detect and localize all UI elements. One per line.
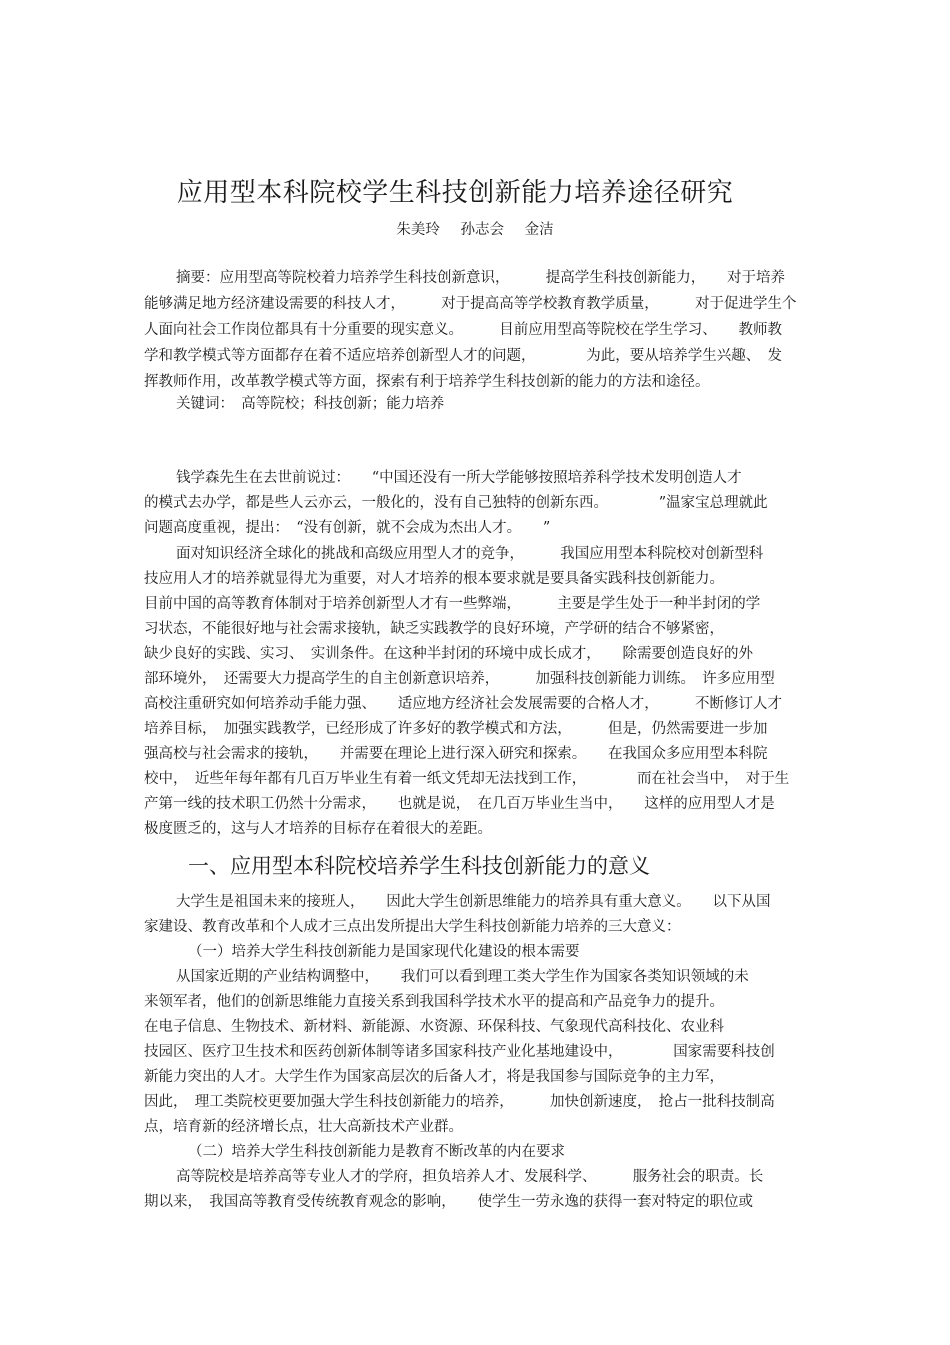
abstract-line: 能够满足地方经济建设需要的科技人才， 对于提高高等学校教育教学质量， 对于促进学生个 <box>144 296 797 312</box>
subsection-heading: （二）培养大学生科技创新能力是教育不断改革的内在要求 <box>188 1144 565 1160</box>
body-line: 点，培育新的经济增长点，壮大高新技术产业群。 <box>144 1119 463 1135</box>
body-line: 大学生是祖国未来的接班人， 因此大学生创新思维能力的培养具有重大意义。 以下从国 <box>176 894 771 910</box>
body-line: 高校注重研究如何培养动手能力强、 适应地方经济社会发展需要的合格人才， 不断修订人才 <box>144 696 782 712</box>
body-line: 新能力突出的人才。大学生作为国家高层次的后备人才，将是我国参与国际竞争的主力军， <box>144 1069 724 1085</box>
body-line: 技园区、医疗卫生技术和医药创新体制等诸多国家科技产业化基地建设中， 国家需要科技创 <box>144 1044 775 1060</box>
subsection-heading: （一）培养大学生科技创新能力是国家现代化建设的根本需要 <box>188 944 580 960</box>
body-line: 期以来， 我国高等教育受传统教育观念的影响， 使学生一劳永逸的获得一套对特定的职位或 <box>144 1194 753 1210</box>
body-line: 极度匮乏的，这与人才培养的目标存在着很大的差距。 <box>144 821 492 837</box>
abstract-line: 人面向社会工作岗位都具有十分重要的现实意义。 目前应用型高等院校在学生学习、 教师教 <box>144 322 782 338</box>
body-line: 面对知识经济全球化的挑战和高级应用型人才的竞争， 我国应用型本科院校对创新型科 <box>176 546 764 562</box>
body-line: 强高校与社会需求的接轨， 并需要在理论上进行深入研究和探索。 在我国众多应用型本科院 <box>144 746 768 762</box>
keywords-line: 关键词： 高等院校；科技创新；能力培养 <box>176 396 445 412</box>
body-line: 问题高度重视，提出： “没有创新，就不会成为杰出人才。 ” <box>144 520 551 536</box>
author-name: 孙志会 <box>460 222 504 238</box>
body-line: 钱学森先生在去世前说过： “中国还没有一所大学能够按照培养科学技术发明创造人才 <box>176 470 742 486</box>
paper-title: 应用型本科院校学生科技创新能力培养途径研究 <box>176 178 734 208</box>
section-heading: 一、应用型本科院校培养学生科技创新能力的意义 <box>188 854 650 878</box>
body-line: 目前中国的高等教育体制对于培养创新型人才有一些弊端， 主要是学生处于一种半封闭的学 <box>144 596 761 612</box>
body-line: 因此， 理工类院校更要加强大学生科技创新能力的培养， 加快创新速度， 抢占一批科技制高 <box>144 1094 775 1110</box>
body-line: 技应用人才的培养就显得尤为重要，对人才培养的根本要求就是要具备实践科技创新能力。 <box>144 571 724 587</box>
body-line: 家建设、教育改革和个人成才三点出发所提出大学生科技创新能力培养的三大意义： <box>144 919 681 935</box>
body-line: 培养目标， 加强实践教学，已经形成了许多好的教学模式和方法， 但是，仍然需要进一步加 <box>144 721 768 737</box>
body-line: 产第一线的技术职工仍然十分需求， 也就是说， 在几百万毕业生当中， 这样的应用型人才是 <box>144 796 775 812</box>
abstract-line: 摘要：应用型高等院校着力培养学生科技创新意识， 提高学生科技创新能力， 对于培养 <box>176 270 785 286</box>
author-name: 朱美玲 <box>396 222 440 238</box>
body-line: 校中， 近些年每年都有几百万毕业生有着一纸文凭却无法找到工作， 而在社会当中， 对于生 <box>144 771 790 787</box>
body-line: 来领军者，他们的创新思维能力直接关系到我国科学技术水平的提高和产品竞争力的提升。 <box>144 994 724 1010</box>
body-line: 从国家近期的产业结构调整中， 我们可以看到理工类大学生作为国家各类知识领域的未 <box>176 969 749 985</box>
body-line: 的模式去办学，都是些人云亦云，一般化的，没有自己独特的创新东西。 ”温家宝总理就此 <box>144 495 768 511</box>
author-list <box>0 218 950 239</box>
author-name: 金洁 <box>524 222 554 238</box>
body-line: 缺少良好的实践、实习、 实训条件。在这种半封闭的环境中成长成才， 除需要创造良好的外 <box>144 646 753 662</box>
body-line: 高等院校是培养高等专业人才的学府，担负培养人才、发展科学、 服务社会的职责。长 <box>176 1169 764 1185</box>
body-line: 部环境外， 还需要大力提高学生的自主创新意识培养， 加强科技创新能力训练。 许多应用型 <box>144 671 775 687</box>
body-line: 在电子信息、生物技术、新材料、新能源、水资源、环保科技、气象现代高科技化、农业科 <box>144 1019 724 1035</box>
abstract-line: 挥教师作用，改革教学模式等方面，探索有利于培养学生科技创新的能力的方法和途径。 <box>144 374 710 390</box>
body-line: 习状态，不能很好地与社会需求接轨，缺乏实践教学的良好环境，产学研的结合不够紧密， <box>144 621 724 637</box>
abstract-line: 学和教学模式等方面都存在着不适应培养创新型人才的问题， 为此，要从培养学生兴趣、 发 <box>144 348 782 364</box>
